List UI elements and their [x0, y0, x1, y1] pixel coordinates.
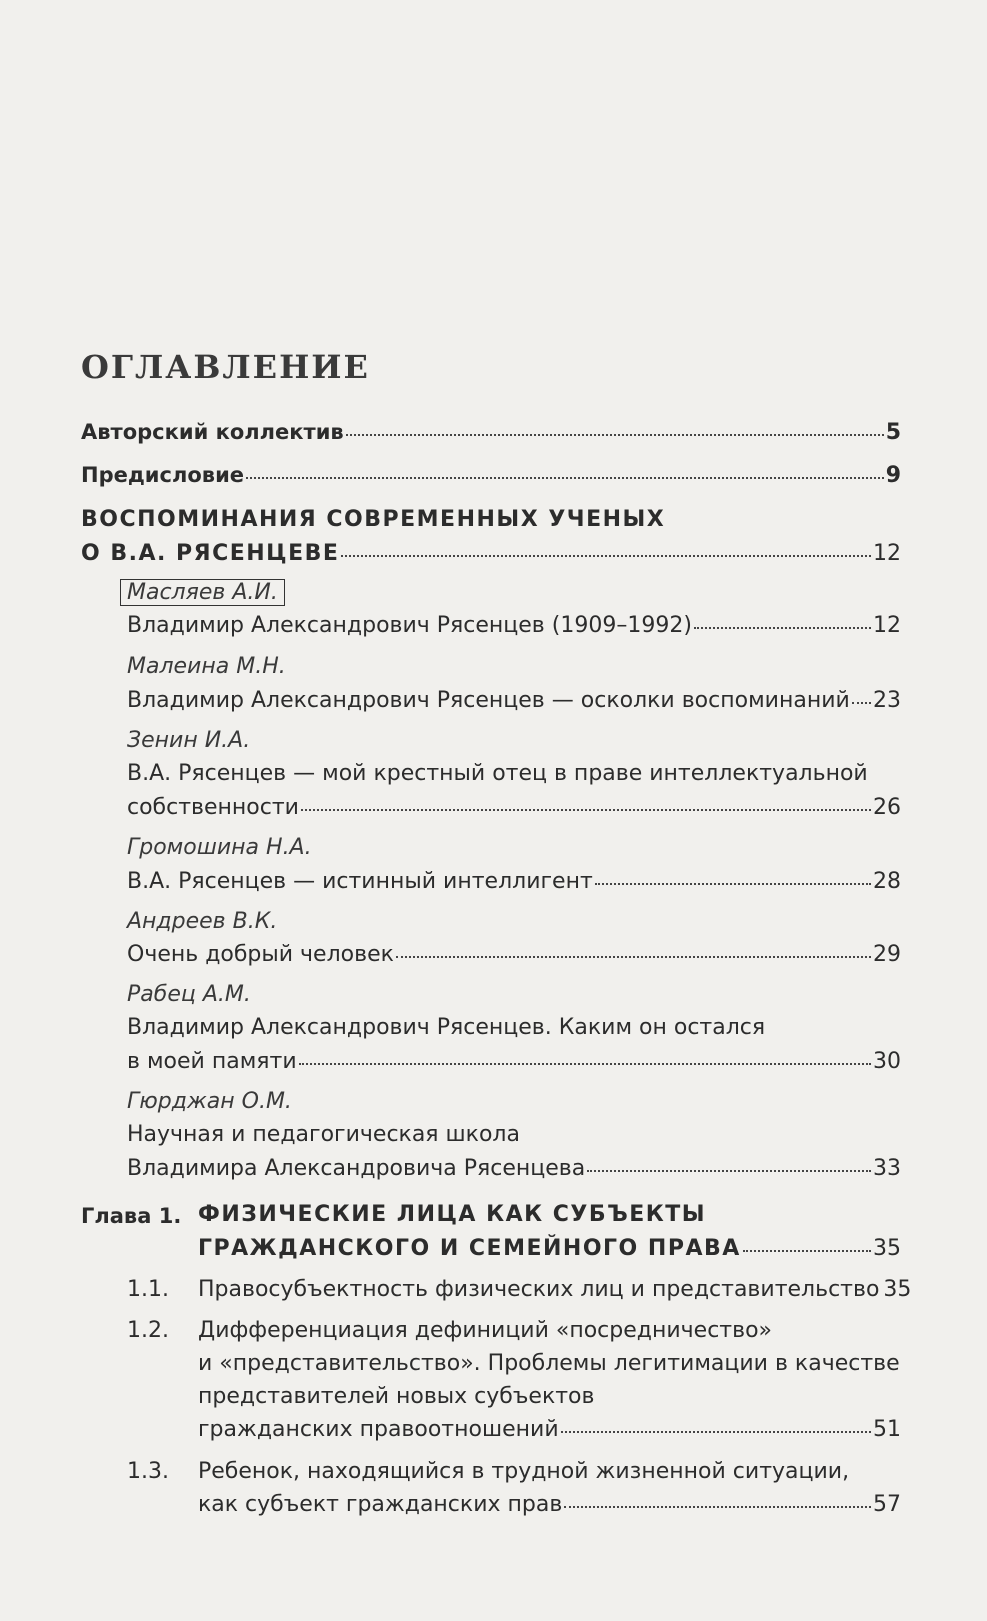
- toc-page-number: 9: [885, 463, 901, 488]
- toc-entry-title-line2: Владимира Александровича Рясенцева: [127, 1156, 586, 1181]
- toc-page-number: 33: [873, 1156, 901, 1181]
- toc-entry-title-line1: Владимир Александрович Рясенцев. Каким он остался: [127, 1015, 766, 1040]
- toc-chapter-label: Глава 1.: [81, 1204, 182, 1228]
- leader-dots: [396, 955, 871, 958]
- toc-entry-title-line1: В.А. Рясенцев — мой крестный отец в праве интеллектуальной: [127, 761, 868, 786]
- toc-section-title: Правосубъектность физических лиц и представительство: [198, 1277, 880, 1302]
- toc-entry-title-line1: Научная и педагогическая школа: [127, 1122, 520, 1147]
- toc-page-number: 23: [873, 688, 901, 713]
- toc-page-number: 28: [873, 869, 901, 894]
- toc-section-1-1[interactable]: [198, 1277, 912, 1302]
- toc-page-number: 51: [873, 1417, 901, 1442]
- page-title: ОГЛАВЛЕНИЕ: [81, 348, 370, 386]
- toc-entry-label: Авторский коллектив: [81, 420, 344, 444]
- leader-dots: [694, 626, 871, 629]
- toc-section-title-line1: Ребенок, находящийся в трудной жизненной ситуации,: [198, 1459, 850, 1484]
- author-name-boxed: Масляев А.И.: [120, 579, 285, 606]
- toc-section-number: 1.3.: [127, 1459, 169, 1484]
- toc-entry-title: Владимир Александрович Рясенцев (1909–1992): [127, 613, 692, 638]
- toc-page-number: 35: [883, 1277, 912, 1302]
- toc-entry-title: Владимир Александрович Рясенцев — осколки воспоминаний: [127, 688, 850, 713]
- leader-dots: [346, 433, 884, 436]
- leader-dots: [587, 1169, 871, 1172]
- toc-section-number: 1.2.: [127, 1318, 169, 1343]
- toc-author: Андреев В.К.: [127, 909, 278, 934]
- toc-entry-e2[interactable]: [127, 688, 901, 713]
- toc-entry-e7[interactable]: [127, 1156, 901, 1181]
- toc-entry-e5[interactable]: [127, 942, 901, 967]
- toc-entry-label: Предисловие: [81, 463, 245, 487]
- toc-entry-e3[interactable]: [127, 795, 901, 820]
- leader-dots: [564, 1505, 871, 1508]
- leader-dots: [595, 882, 871, 885]
- toc-section-heading-line2: О В.А. РЯСЕНЦЕВЕ: [81, 541, 340, 566]
- leader-dots: [299, 1062, 871, 1065]
- leader-dots: [852, 701, 871, 704]
- toc-page-number: 35: [873, 1236, 901, 1261]
- toc-entry-title: Очень добрый человек: [127, 942, 394, 967]
- toc-page-number: 29: [873, 942, 901, 967]
- toc-section-title-line3: представителей новых субъектов: [198, 1384, 595, 1409]
- toc-chapter-title-line1: ФИЗИЧЕСКИЕ ЛИЦА КАК СУБЪЕКТЫ: [198, 1202, 707, 1227]
- toc-section-1-2[interactable]: [198, 1417, 901, 1442]
- leader-dots: [246, 476, 884, 479]
- toc-author: Рабец А.М.: [127, 982, 251, 1007]
- toc-entry-title: В.А. Рясенцев — истинный интеллигент: [127, 869, 593, 894]
- toc-section-title-line2: и «представительство». Проблемы легитимации в качестве: [198, 1351, 900, 1376]
- toc-page-number: 57: [873, 1492, 901, 1517]
- toc-section-title-line2: как субъект гражданских прав: [198, 1492, 563, 1517]
- toc-entry-e4[interactable]: [127, 869, 901, 894]
- toc-page-number: 12: [873, 541, 901, 566]
- toc-entry-title-line2: в моей памяти: [127, 1049, 297, 1074]
- toc-page-number: 26: [873, 795, 901, 820]
- toc-chapter-title-line2: ГРАЖДАНСКОГО И СЕМЕЙНОГО ПРАВА: [198, 1236, 741, 1261]
- toc-section-title-line1: Дифференциация дефиниций «посредничество»: [198, 1318, 772, 1343]
- toc-entry-e6[interactable]: [127, 1049, 901, 1074]
- leader-dots: [561, 1430, 871, 1433]
- toc-author: Зенин И.А.: [127, 728, 251, 753]
- leader-dots: [743, 1249, 871, 1252]
- toc-entry-authors[interactable]: [81, 420, 901, 445]
- toc-section-heading-line1: ВОСПОМИНАНИЯ СОВРЕМЕННЫХ УЧЕНЫХ: [81, 507, 666, 532]
- toc-page-number: 30: [873, 1049, 901, 1074]
- toc-author: Громошина Н.А.: [127, 835, 312, 860]
- toc-page-number: 12: [873, 613, 901, 638]
- toc-entry-preface[interactable]: [81, 463, 901, 488]
- toc-author: [127, 580, 285, 605]
- toc-section-1-3[interactable]: [198, 1492, 901, 1517]
- toc-page-number: 5: [885, 420, 901, 445]
- toc-section-memories[interactable]: [81, 541, 901, 566]
- toc-section-title-line4: гражданских правоотношений: [198, 1417, 559, 1442]
- toc-section-number: 1.1.: [127, 1277, 169, 1302]
- toc-entry-e1[interactable]: [127, 613, 901, 638]
- leader-dots: [341, 554, 871, 557]
- toc-author: Гюрджан О.М.: [127, 1089, 292, 1114]
- toc-chapter-1[interactable]: [198, 1236, 901, 1261]
- leader-dots: [301, 808, 871, 811]
- toc-entry-title-line2: собственности: [127, 795, 299, 820]
- toc-author: Малеина М.Н.: [127, 654, 286, 679]
